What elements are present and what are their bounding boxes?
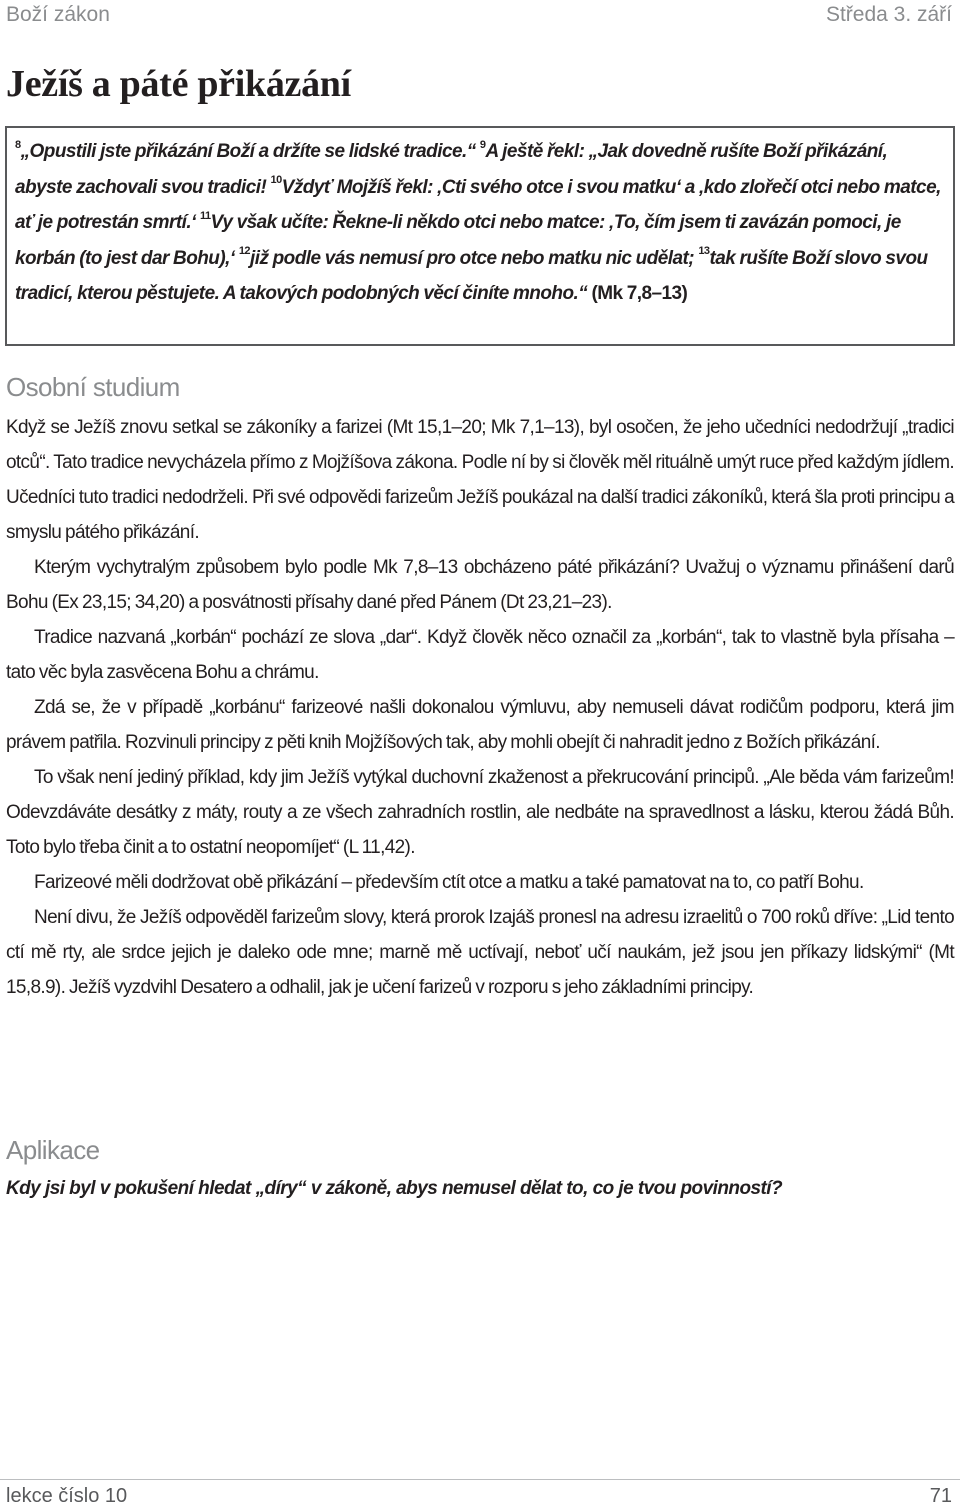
verse-number: 13: [698, 245, 710, 258]
verse-text: A ještě řekl: „Jak dovedně rušíte Boží přikázání, abyste zachovali svou tradici!: [15, 141, 888, 198]
study-paragraph: Farizeové měli dodržovat obě přikázání – především ctít otce a matku a také pamatovat na to, co patří Bohu.: [34, 872, 864, 893]
page-number: 71: [929, 1485, 952, 1507]
application-question: Kdy jsi byl v pokušení hledat „díry“ v zákoně, abys nemusel dělat to, co je tvou povinností?: [6, 1178, 783, 1199]
study-paragraph: Není divu, že Ježíš odpověděl farizeům slovy, která prorok Izajáš pronesl na adresu izraelitů o 700 roků dříve: „Lid tento ctí mě rty, ale srdce jejich je daleko ode mne; marně mě uctívají, neboť učí naukám, jež jsou jen příkazy lidskými“ (Mt 15,8.9). Ježíš vyzdvihl Desatero a odhalil, jak je učení farizeů v rozporu s jeho základními principy.: [6, 907, 954, 998]
scripture-box: [5, 126, 955, 346]
verse-text: „Opustili jste přikázání Boží a držíte se lidské tradice.“: [20, 141, 480, 162]
scripture-reference: (Mk 7,8–13): [591, 283, 688, 304]
study-paragraph: Když se Ježíš znovu setkal se zákoníky a farizei (Mt 15,1–20; Mk 7,1–13), byl osočen, že jeho učedníci nedodržují „tradici otců“. Tato tradice nevycházela přímo z Mojžíšova zákona. Podle ní by si člověk měl rituálně umýt ruce před každým jídlem. Učedníci tuto tradici nedodrželi. Při své odpovědi farizeům Ježíš poukázal na další tradici zákoníků, která šla proti principu a smyslu pátého přikázání.: [6, 417, 954, 543]
verse-number: 11: [200, 209, 211, 222]
date-label: Středa 3. září: [825, 3, 952, 26]
verse-number: 9: [479, 138, 486, 151]
study-paragraph: Kterým vychytralým způsobem bylo podle Mk 7,8–13 obcházeno páté přikázání? Uvažuj o významu přinášení darů Bohu (Ex 23,15; 34,20) a posvátnosti přísahy dané před Pánem (Dt 23,21–23).: [6, 557, 954, 613]
verse-text: již podle vás nemusí pro otce nebo matku nic udělat;: [249, 247, 699, 269]
verse-number: 10: [270, 174, 282, 187]
verse-text: Vždyť Mojžíš řekl: ‚Cti svého otce i svou matku‘ a ‚kdo zlořečí otci nebo matce, ať je potrestán smrtí.‘: [15, 176, 941, 233]
page-header: [0, 0, 960, 32]
application-heading: Aplikace: [6, 1135, 100, 1165]
study-paragraph: To však není jediný příklad, kdy jim Ježíš vytýkal duchovní zkaženost a překrucování principů. „Ale běda vám farizeům! Odevzdáváte desátky z máty, routy a ze všech zahradních rostlin, ale nedbáte na spravedlnost a lásku, kterou žádá Bůh. Toto bylo třeba činit a to ostatní neopomíjet“ (L 11,42).: [6, 767, 954, 858]
footer-divider: [0, 1479, 960, 1480]
study-paragraph: Tradice nazvaná „korbán“ pochází ze slova „dar“. Když člověk něco označil za „korbán“, tak to vlastně byla přísaha – tato věc byla zasvěcena Bohu a chrámu.: [6, 627, 954, 683]
page-title: Ježíš a páté přikázání: [6, 63, 351, 105]
verse-number: 8: [15, 138, 21, 151]
verse-text: Vy však učíte: Řekne-li někdo otci nebo matce: ‚To, čím jsem ti zavázán pomoci, je korbán (to jest dar Bohu),‘: [15, 212, 901, 269]
study-body: [6, 410, 954, 1005]
book-title: Boží zákon: [6, 3, 110, 26]
study-heading: Osobní studium: [6, 372, 180, 402]
study-paragraph: Zdá se, že v případě „korbánu“ farizeové našli dokonalou výmluvu, aby nemuseli dávat rodičům podporu, která jim právem patřila. Rozvinuli principy z pěti knih Mojžíšových tak, aby mohli obejít či nahradit jedno z Božích přikázání.: [6, 697, 954, 753]
verse-text: tak rušíte Boží slovo svou tradicí, kterou pěstujete. A takových podobných věcí činíte mnoho.“: [15, 247, 928, 304]
verse-number: 12: [238, 245, 250, 258]
lesson-label: lekce číslo 10: [6, 1485, 128, 1507]
